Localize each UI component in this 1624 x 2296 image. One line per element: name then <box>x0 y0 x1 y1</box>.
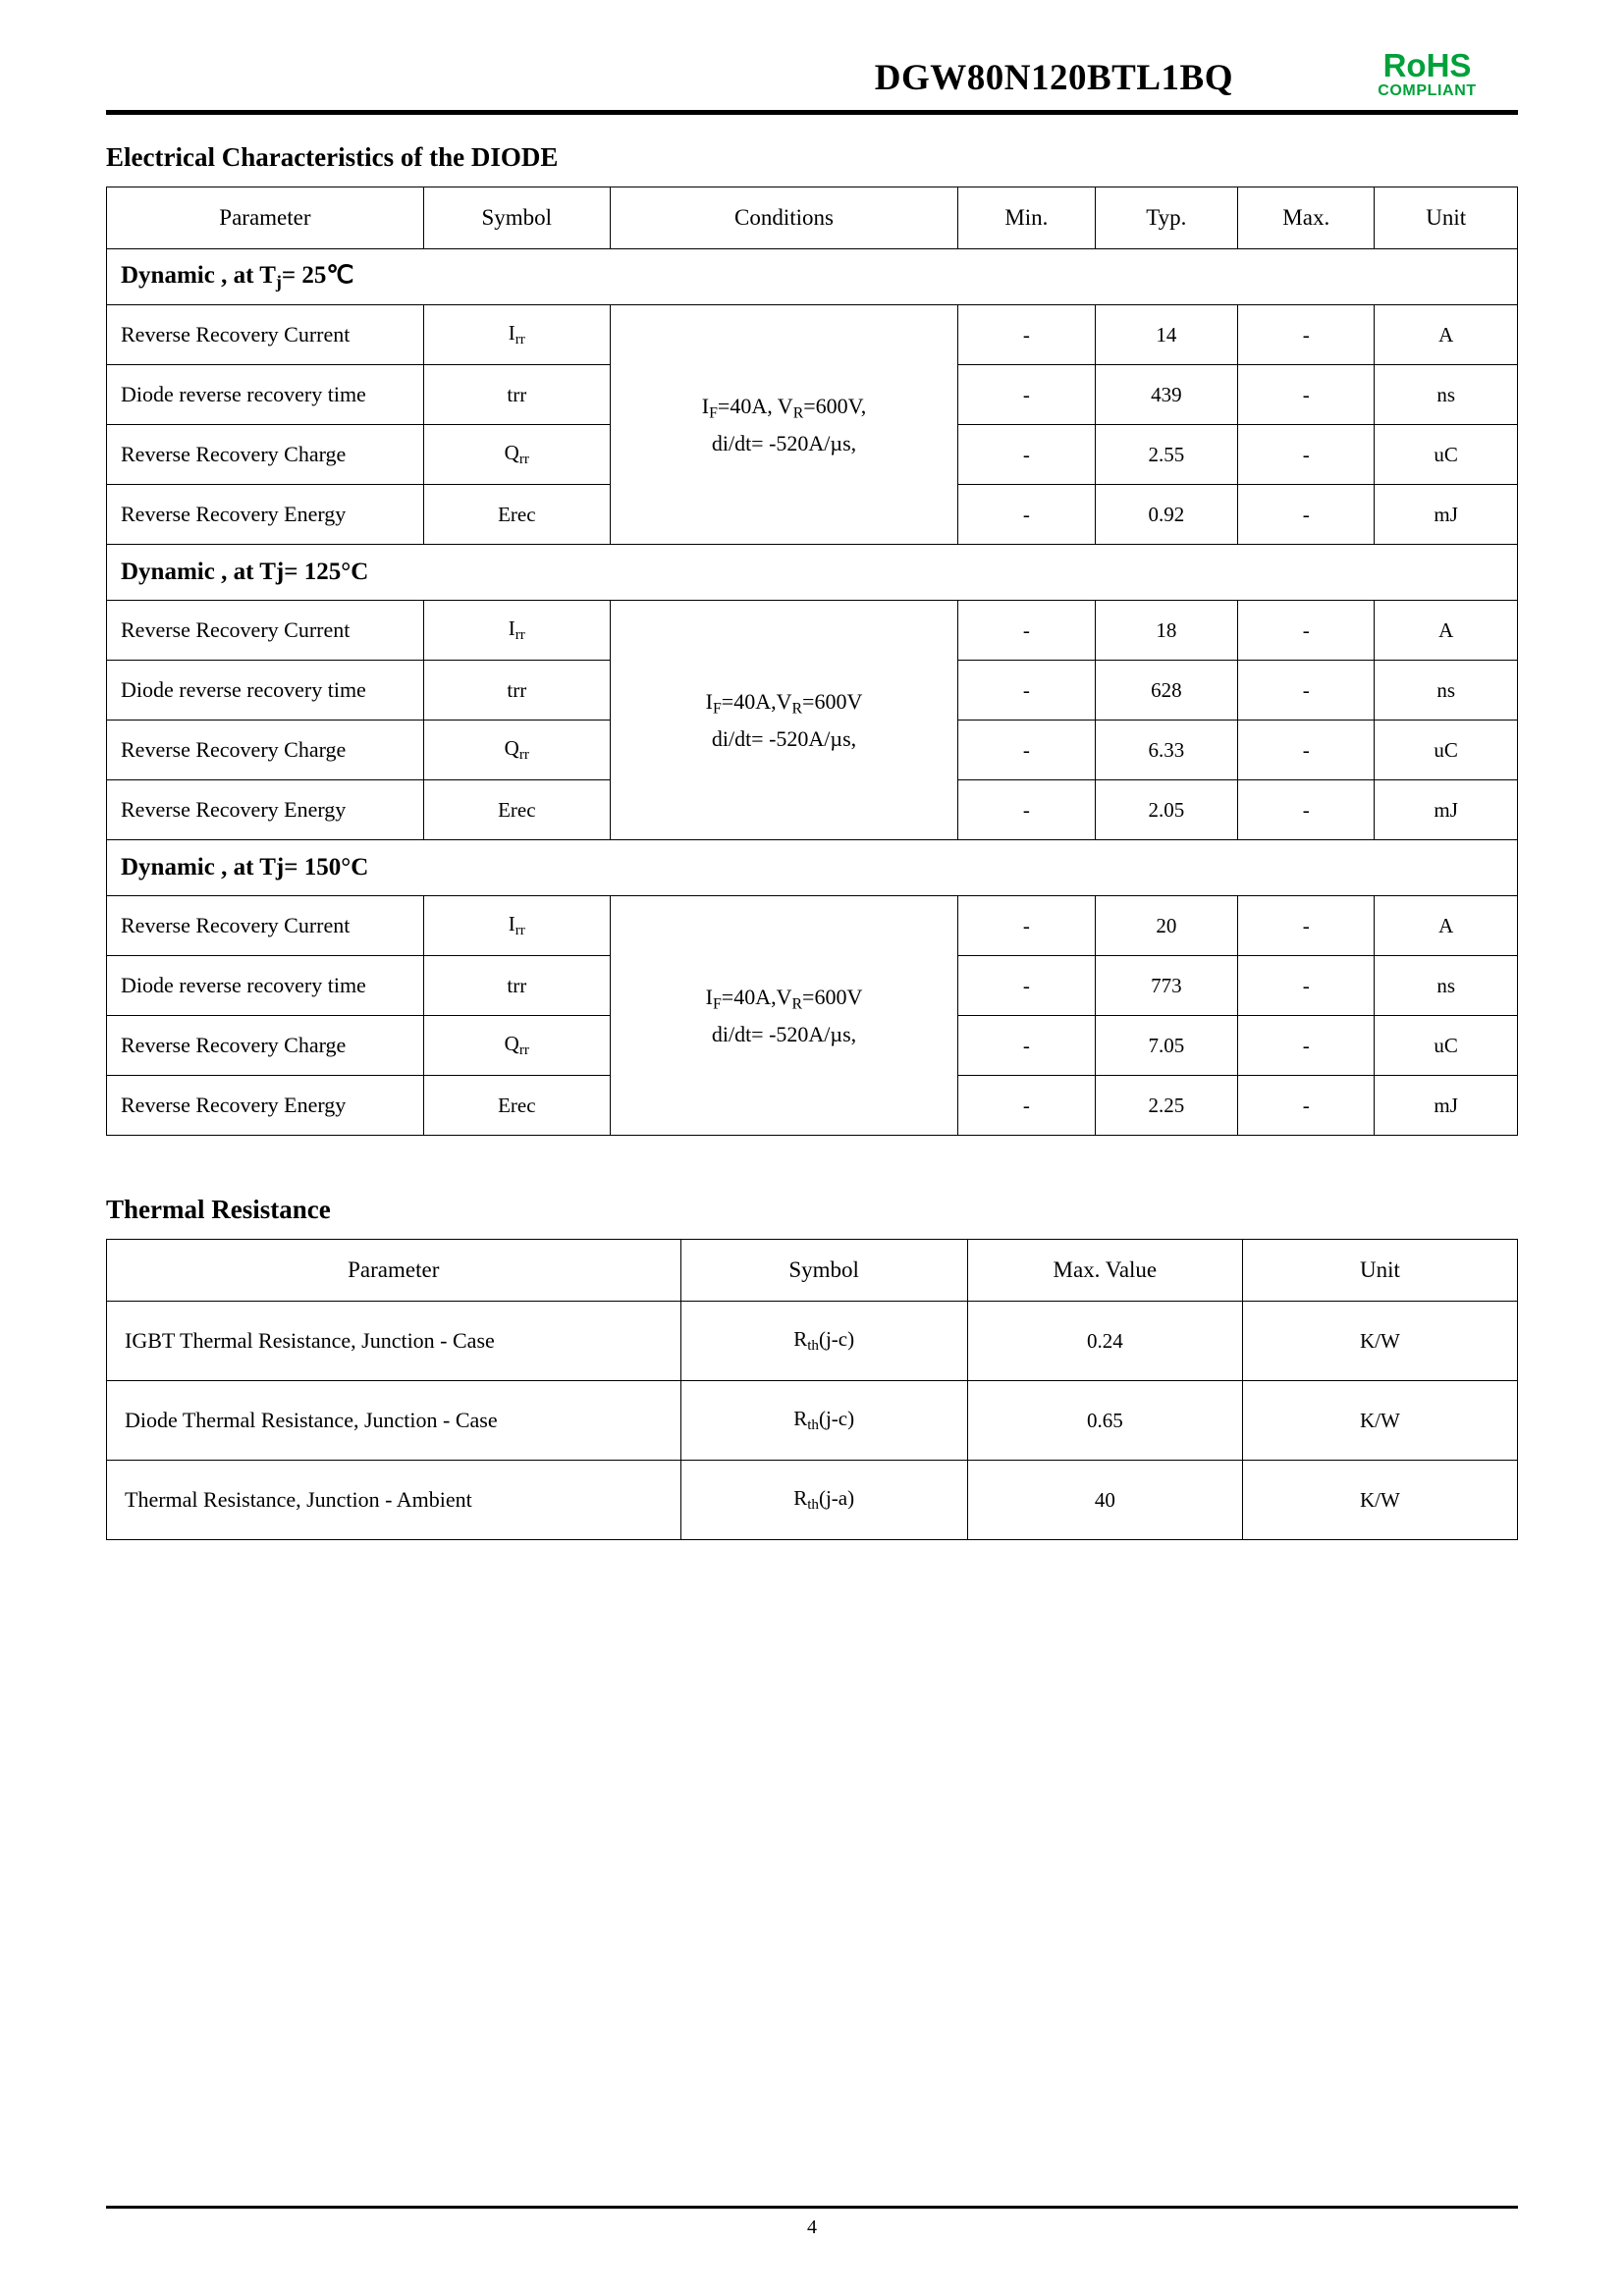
symbol-base: Q <box>504 735 519 760</box>
symbol-base: R <box>793 1406 808 1430</box>
cond-sub1: F <box>709 404 718 422</box>
cond-end: =600V <box>802 689 863 715</box>
parameter-label: Diode Thermal Resistance, Junction - Case <box>107 1381 681 1461</box>
symbol-value <box>423 305 610 365</box>
unit-value: ns <box>1375 661 1518 721</box>
symbol-value <box>423 425 610 485</box>
unit-value: A <box>1375 896 1518 956</box>
min-value: - <box>958 956 1095 1016</box>
parameter-label: Reverse Recovery Charge <box>107 425 424 485</box>
table-row <box>107 601 1518 661</box>
typ-value: 7.05 <box>1095 1016 1238 1076</box>
cond-sub2: R <box>791 700 803 718</box>
typ-value: 773 <box>1095 956 1238 1016</box>
column-header-max: Max. <box>1238 187 1375 249</box>
parameter-label: Thermal Resistance, Junction - Ambient <box>107 1461 681 1540</box>
symbol-value: Erec <box>423 1076 610 1136</box>
group-label-tail: = 25℃ <box>281 262 354 290</box>
max-value: - <box>1238 305 1375 365</box>
symbol-sub: rr <box>514 627 525 644</box>
min-value: - <box>958 1016 1095 1076</box>
symbol-sub: rr <box>514 332 525 348</box>
typ-value: 18 <box>1095 601 1238 661</box>
min-value: - <box>958 780 1095 840</box>
symbol-value <box>680 1302 967 1381</box>
max-value: - <box>1238 896 1375 956</box>
parameter-label: Diode reverse recovery time <box>107 956 424 1016</box>
max-value: 0.24 <box>967 1302 1242 1381</box>
cond-sub2: R <box>791 995 803 1013</box>
max-value: - <box>1238 721 1375 780</box>
table-row <box>107 896 1518 956</box>
symbol-sub: rr <box>518 1042 529 1059</box>
typ-value: 20 <box>1095 896 1238 956</box>
thermal-section-title: Thermal Resistance <box>106 1195 331 1224</box>
symbol-base: Q <box>504 440 519 464</box>
max-value: - <box>1238 1016 1375 1076</box>
conditions-cell-25c <box>610 305 958 545</box>
unit-value: ns <box>1375 956 1518 1016</box>
typ-value: 6.33 <box>1095 721 1238 780</box>
symbol-sub: th <box>807 1497 819 1514</box>
typ-value: 628 <box>1095 661 1238 721</box>
min-value: - <box>958 305 1095 365</box>
thermal-resistance-table <box>106 1239 1518 1540</box>
column-header-typ: Typ. <box>1095 187 1238 249</box>
symbol-value <box>423 601 610 661</box>
symbol-base: I <box>508 615 515 640</box>
parameter-label: Reverse Recovery Energy <box>107 1076 424 1136</box>
cond-end: =600V, <box>803 394 867 419</box>
conditions-line-2: di/dt= -520A/µs, <box>711 430 857 455</box>
parameter-label: Reverse Recovery Current <box>107 305 424 365</box>
symbol-tail: (j-c) <box>818 1406 855 1430</box>
typ-value: 2.55 <box>1095 425 1238 485</box>
max-value: 40 <box>967 1461 1242 1540</box>
parameter-label: Reverse Recovery Current <box>107 601 424 661</box>
table-header-row <box>107 1240 1518 1302</box>
max-value: - <box>1238 485 1375 545</box>
symbol-value <box>423 721 610 780</box>
max-value: 0.65 <box>967 1381 1242 1461</box>
cond-mid: =40A,V <box>721 985 792 1010</box>
symbol-sub: rr <box>518 747 529 764</box>
cond-pre: I <box>705 689 713 715</box>
group-header-row <box>107 545 1518 601</box>
symbol-value <box>680 1381 967 1461</box>
typ-value: 0.92 <box>1095 485 1238 545</box>
column-header-conditions: Conditions <box>610 187 958 249</box>
page-number: 4 <box>807 2216 817 2238</box>
rohs-label: RoHS <box>1382 47 1472 83</box>
table-row <box>107 1461 1518 1540</box>
column-header-symbol: Symbol <box>423 187 610 249</box>
table-header-row <box>107 187 1518 249</box>
parameter-label: Reverse Recovery Energy <box>107 780 424 840</box>
max-value: - <box>1238 365 1375 425</box>
symbol-value <box>423 1016 610 1076</box>
symbol-base: R <box>793 1326 808 1351</box>
group-label-text: Dynamic , at T <box>121 262 276 290</box>
typ-value: 14 <box>1095 305 1238 365</box>
part-number: DGW80N120BTL1BQ <box>874 58 1233 98</box>
symbol-sub: th <box>807 1417 819 1434</box>
symbol-tail: (j-a) <box>818 1485 855 1510</box>
cond-end: =600V <box>802 985 863 1010</box>
group-label-125c: Dynamic , at Tj= 125°C <box>107 545 1518 601</box>
table-row <box>107 1381 1518 1461</box>
min-value: - <box>958 601 1095 661</box>
unit-value: K/W <box>1242 1302 1517 1381</box>
diode-characteristics-table <box>106 187 1518 1136</box>
conditions-line-1 <box>611 389 958 426</box>
min-value: - <box>958 1076 1095 1136</box>
max-value: - <box>1238 956 1375 1016</box>
typ-value: 2.25 <box>1095 1076 1238 1136</box>
symbol-value <box>423 896 610 956</box>
column-header-parameter: Parameter <box>107 1240 681 1302</box>
symbol-value: Erec <box>423 780 610 840</box>
unit-value: K/W <box>1242 1381 1517 1461</box>
column-header-min: Min. <box>958 187 1095 249</box>
cond-sub2: R <box>792 404 804 422</box>
typ-value: 2.05 <box>1095 780 1238 840</box>
column-header-parameter: Parameter <box>107 187 424 249</box>
parameter-label: Reverse Recovery Current <box>107 896 424 956</box>
parameter-label: Reverse Recovery Charge <box>107 1016 424 1076</box>
unit-value: A <box>1375 305 1518 365</box>
symbol-sub: rr <box>514 923 525 939</box>
conditions-line-2: di/dt= -520A/µs, <box>711 1021 857 1046</box>
column-header-unit: Unit <box>1242 1240 1517 1302</box>
conditions-cell-150c <box>610 896 958 1136</box>
rohs-compliant-label: COMPLIANT <box>1378 82 1477 99</box>
unit-value: uC <box>1375 1016 1518 1076</box>
symbol-value: trr <box>423 365 610 425</box>
conditions-line-2: di/dt= -520A/µs, <box>711 725 857 751</box>
cond-sub1: F <box>712 995 722 1013</box>
unit-value: ns <box>1375 365 1518 425</box>
min-value: - <box>958 661 1095 721</box>
symbol-value: trr <box>423 661 610 721</box>
unit-value: mJ <box>1375 780 1518 840</box>
parameter-label: Reverse Recovery Charge <box>107 721 424 780</box>
symbol-sub: th <box>807 1338 819 1355</box>
symbol-value: Erec <box>423 485 610 545</box>
footer-divider <box>106 2206 1518 2209</box>
group-label-25c <box>107 249 1518 305</box>
min-value: - <box>958 425 1095 485</box>
group-header-row <box>107 249 1518 305</box>
typ-value: 439 <box>1095 365 1238 425</box>
symbol-base: I <box>508 320 515 345</box>
symbol-tail: (j-c) <box>818 1326 855 1351</box>
cond-mid: =40A,V <box>721 689 792 715</box>
unit-value: K/W <box>1242 1461 1517 1540</box>
symbol-value <box>680 1461 967 1540</box>
table-row <box>107 305 1518 365</box>
cond-pre: I <box>701 394 710 419</box>
parameter-label: Diode reverse recovery time <box>107 661 424 721</box>
unit-value: mJ <box>1375 485 1518 545</box>
conditions-line-1 <box>611 684 958 721</box>
cond-sub1: F <box>712 700 722 718</box>
diode-section-title: Electrical Characteristics of the DIODE <box>106 142 559 172</box>
parameter-label: Diode reverse recovery time <box>107 365 424 425</box>
group-header-row <box>107 840 1518 896</box>
max-value: - <box>1238 425 1375 485</box>
header-divider <box>106 110 1518 115</box>
cond-pre: I <box>705 985 713 1010</box>
cond-mid: =40A, V <box>717 394 793 419</box>
max-value: - <box>1238 780 1375 840</box>
group-label-150c: Dynamic , at Tj= 150°C <box>107 840 1518 896</box>
symbol-sub: rr <box>518 452 529 468</box>
min-value: - <box>958 485 1095 545</box>
conditions-cell-125c <box>610 601 958 840</box>
unit-value: mJ <box>1375 1076 1518 1136</box>
column-header-symbol: Symbol <box>680 1240 967 1302</box>
symbol-value: trr <box>423 956 610 1016</box>
unit-value: uC <box>1375 425 1518 485</box>
table-row <box>107 1302 1518 1381</box>
column-header-max-value: Max. Value <box>967 1240 1242 1302</box>
min-value: - <box>958 896 1095 956</box>
unit-value: A <box>1375 601 1518 661</box>
page-footer <box>106 2206 1518 2239</box>
unit-value: uC <box>1375 721 1518 780</box>
page-header <box>106 0 1518 108</box>
symbol-base: Q <box>504 1031 519 1055</box>
group-label-sub: j <box>275 272 282 293</box>
column-header-unit: Unit <box>1375 187 1518 249</box>
max-value: - <box>1238 661 1375 721</box>
symbol-base: R <box>793 1485 808 1510</box>
parameter-label: Reverse Recovery Energy <box>107 485 424 545</box>
rohs-badge <box>1336 49 1518 100</box>
min-value: - <box>958 365 1095 425</box>
conditions-line-1 <box>611 980 958 1017</box>
max-value: - <box>1238 601 1375 661</box>
min-value: - <box>958 721 1095 780</box>
symbol-base: I <box>508 911 515 935</box>
max-value: - <box>1238 1076 1375 1136</box>
parameter-label: IGBT Thermal Resistance, Junction - Case <box>107 1302 681 1381</box>
